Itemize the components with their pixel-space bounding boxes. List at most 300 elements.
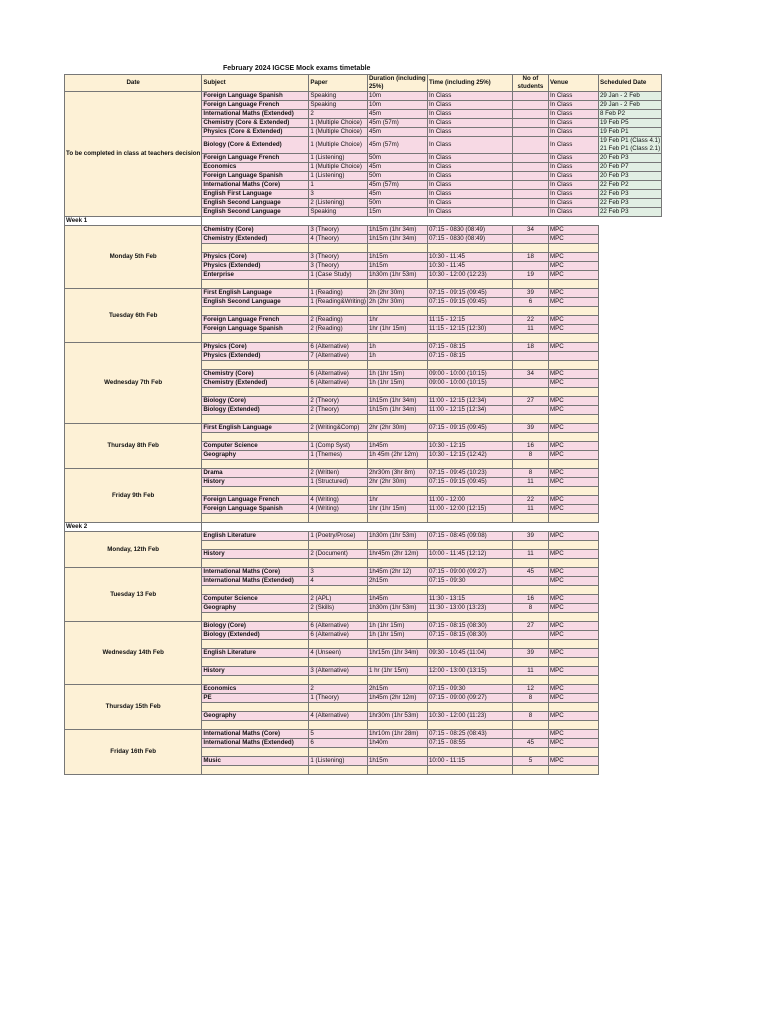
duration-cell: 1hr15m (1hr 34m) xyxy=(367,649,427,658)
paper-cell: 5 xyxy=(309,730,368,739)
blank-cell xyxy=(598,478,661,487)
paper-cell: 1 (Reading&Writing) xyxy=(310,298,366,305)
paper-cell: 6 xyxy=(309,739,368,748)
duration-cell: 1h40m xyxy=(367,739,427,748)
students-cell xyxy=(512,181,548,190)
blank-cell xyxy=(598,604,661,613)
time-cell: In Class xyxy=(427,137,512,154)
blank-cell xyxy=(202,523,309,532)
header-duration: Duration (including 25%) xyxy=(368,75,426,90)
time-cell: In Class xyxy=(427,154,512,163)
spacer-cell xyxy=(548,415,598,424)
header-scheduled: Scheduled Date xyxy=(598,75,661,92)
spacer-cell xyxy=(202,514,309,523)
duration-cell: 1h15m (1hr 34m) xyxy=(367,406,427,415)
time-cell: In Class xyxy=(427,190,512,199)
spacer-cell xyxy=(427,361,512,370)
time-cell: 07:15 - 09:15 (09:45) xyxy=(427,478,512,487)
venue-cell: MPC xyxy=(548,442,598,451)
subject-cell: Computer Science xyxy=(202,442,309,451)
subject-cell: Foreign Language French xyxy=(202,101,309,110)
paper-cell: 1 (Poetry/Prose) xyxy=(309,532,368,541)
spacer-cell xyxy=(548,676,598,685)
spacer-cell xyxy=(548,388,598,397)
table-row xyxy=(65,730,662,739)
subject-cell: Drama xyxy=(202,469,309,478)
blank-cell xyxy=(598,703,661,712)
venue-cell: In Class xyxy=(548,154,598,163)
time-cell: In Class xyxy=(427,208,512,217)
blank-cell xyxy=(598,298,661,307)
time-cell: In Class xyxy=(427,110,512,119)
blank-cell xyxy=(598,550,661,559)
blank-cell xyxy=(367,523,427,532)
spacer-cell xyxy=(427,613,512,622)
subject-cell: Physics (Core) xyxy=(202,253,309,262)
venue-cell: MPC xyxy=(548,667,598,676)
date-cell: Wednesday 7th Feb xyxy=(65,343,202,424)
date-cell: Tuesday 13 Feb xyxy=(65,568,202,622)
spacer-cell xyxy=(309,658,368,667)
venue-cell: MPC xyxy=(548,226,598,235)
spacer-cell xyxy=(202,766,309,775)
time-cell: 07:15 - 08:15 xyxy=(427,352,512,361)
duration-cell: 2h15m xyxy=(367,577,427,586)
time-cell: 10:30 - 11:45 xyxy=(427,253,512,262)
subject-cell: Geography xyxy=(202,604,309,613)
students-cell xyxy=(512,190,548,199)
blank-cell xyxy=(598,424,661,433)
table-row xyxy=(65,532,662,541)
blank-cell xyxy=(598,685,661,694)
spacer-cell xyxy=(202,703,309,712)
venue-cell: In Class xyxy=(548,199,598,208)
duration-cell: 45m (57m) xyxy=(367,119,427,128)
students-cell: 11 xyxy=(512,478,548,487)
blank-cell xyxy=(598,460,661,469)
spacer-cell xyxy=(427,748,512,757)
spacer-cell xyxy=(309,487,368,496)
students-cell: 11 xyxy=(512,505,548,514)
spacer-cell xyxy=(202,460,309,469)
duration-cell: 1h (1hr 15m) xyxy=(367,622,427,631)
spacer-cell xyxy=(548,244,598,253)
time-cell: In Class xyxy=(427,128,512,137)
venue-cell: In Class xyxy=(548,208,598,217)
time-cell: 07:15 - 09:45 (10:23) xyxy=(427,469,512,478)
venue-cell: MPC xyxy=(548,730,598,739)
date-cell: Friday 9th Feb xyxy=(65,469,202,523)
spacer-cell xyxy=(367,307,427,316)
spacer-cell xyxy=(367,703,427,712)
spacer-cell xyxy=(309,334,368,343)
students-cell xyxy=(512,128,548,137)
venue-cell: MPC xyxy=(548,739,598,748)
time-cell: 11:30 - 13:00 (13:23) xyxy=(427,604,512,613)
spacer-cell xyxy=(309,703,368,712)
students-cell: 6 xyxy=(512,298,548,307)
spacer-cell xyxy=(427,415,512,424)
time-cell: 10:00 - 11:15 xyxy=(427,757,512,766)
blank-cell xyxy=(598,361,661,370)
table-row xyxy=(65,622,662,631)
spacer-cell xyxy=(202,640,309,649)
subject-cell: Chemistry (Core & Extended) xyxy=(202,119,309,128)
spacer-cell xyxy=(427,433,512,442)
blank-cell xyxy=(598,640,661,649)
students-cell xyxy=(512,352,548,361)
spacer-cell xyxy=(548,766,598,775)
header-date: Date xyxy=(65,75,202,92)
subject-cell: English Second Language xyxy=(202,199,309,208)
week-row xyxy=(65,523,662,532)
subject-cell: Biology (Extended) xyxy=(202,406,309,415)
duration-cell: 1h30m (1hr 53m) xyxy=(367,271,427,280)
spacer-cell xyxy=(512,721,548,730)
date-cell: Wednesday 14th Feb xyxy=(65,622,202,685)
students-cell: 18 xyxy=(512,253,548,262)
spacer-cell xyxy=(202,658,309,667)
subject-cell: Biology (Extended) xyxy=(202,631,309,640)
students-cell xyxy=(512,199,548,208)
paper-cell: Speaking xyxy=(309,208,368,217)
spacer-cell xyxy=(548,640,598,649)
spacer-cell xyxy=(309,766,368,775)
spacer-cell xyxy=(512,541,548,550)
spacer-cell xyxy=(512,766,548,775)
scheduled-cell: 22 Feb P3 xyxy=(598,208,661,217)
students-cell: 22 xyxy=(512,316,548,325)
blank-cell xyxy=(598,541,661,550)
scheduled-cell: 29 Jan - 2 Feb xyxy=(598,101,661,110)
blank-cell xyxy=(512,523,548,532)
venue-cell xyxy=(548,352,598,361)
subject-cell: Foreign Language French xyxy=(202,154,309,163)
scheduled-cell: 29 Jan - 2 Feb xyxy=(598,92,661,101)
subject-cell: Geography xyxy=(202,712,309,721)
spacer-cell xyxy=(202,748,309,757)
time-cell: 10:30 - 12:00 (11:23) xyxy=(427,712,512,721)
header-paper: Paper xyxy=(309,75,368,92)
time-cell: In Class xyxy=(427,101,512,110)
subject-cell: Geography xyxy=(202,451,309,460)
table-row xyxy=(65,568,662,577)
spacer-cell xyxy=(512,514,548,523)
venue-cell: MPC xyxy=(548,712,598,721)
duration-cell: 2hr (2hr 30m) xyxy=(367,424,427,433)
time-cell: In Class xyxy=(427,119,512,128)
paper-cell: 2 (Reading) xyxy=(309,325,368,334)
subject-cell: PE xyxy=(202,694,309,703)
spacer-cell xyxy=(427,640,512,649)
date-cell: To be completed in class at teachers decision xyxy=(65,92,202,217)
spacer-cell xyxy=(512,658,548,667)
spacer-cell xyxy=(512,559,548,568)
blank-cell xyxy=(598,622,661,631)
scheduled-cell: 20 Feb P3 xyxy=(598,154,661,163)
subject-cell: First English Language xyxy=(202,289,309,298)
blank-cell xyxy=(598,379,661,388)
scheduled-cell: 19 Feb P1 (Class 4.1) 21 Feb P1 (Class 2.1) xyxy=(599,137,661,152)
time-cell: 07:15 - 08:45 (09:08) xyxy=(427,532,512,541)
spacer-cell xyxy=(367,586,427,595)
spacer-cell xyxy=(367,460,427,469)
subject-cell: Foreign Language French xyxy=(202,316,309,325)
duration-cell: 1hr45m (2hr 12m) xyxy=(367,550,427,559)
paper-cell: 1 (Multiple Choice) xyxy=(309,119,368,128)
venue-cell: MPC xyxy=(548,757,598,766)
spacer-cell xyxy=(427,460,512,469)
table-row xyxy=(65,289,662,298)
subject-cell: Foreign Language Spanish xyxy=(202,505,309,514)
duration-cell: 1h45m (2hr 12) xyxy=(367,568,427,577)
paper-cell: 3 (Theory) xyxy=(309,226,368,235)
blank-cell xyxy=(598,532,661,541)
blank-cell xyxy=(598,244,661,253)
spacer-cell xyxy=(512,640,548,649)
subject-cell: History xyxy=(202,550,309,559)
paper-cell: 3 (Alternative) xyxy=(309,667,368,676)
students-cell xyxy=(512,154,548,163)
blank-cell xyxy=(598,658,661,667)
spacer-cell xyxy=(512,307,548,316)
blank-cell xyxy=(598,694,661,703)
venue-cell: MPC xyxy=(548,568,598,577)
paper-cell: 4 xyxy=(309,577,368,586)
spacer-cell xyxy=(427,703,512,712)
venue-cell: MPC xyxy=(548,505,598,514)
venue-cell: MPC xyxy=(548,289,598,298)
venue-cell: In Class xyxy=(548,128,598,137)
students-cell: 27 xyxy=(512,622,548,631)
students-cell: 16 xyxy=(512,595,548,604)
blank-cell xyxy=(598,649,661,658)
students-cell xyxy=(512,631,548,640)
venue-cell: MPC xyxy=(548,451,598,460)
spacer-cell xyxy=(367,640,427,649)
time-cell: In Class xyxy=(427,163,512,172)
spacer-cell xyxy=(202,541,309,550)
spacer-cell xyxy=(427,676,512,685)
duration-cell: 45m xyxy=(367,163,427,172)
week-label: Week 1 xyxy=(65,217,202,226)
spacer-cell xyxy=(367,541,427,550)
students-cell: 22 xyxy=(512,496,548,505)
paper-cell: 2 (Written) xyxy=(309,469,368,478)
spacer-cell xyxy=(309,721,368,730)
subject-cell: Physics (Extended) xyxy=(202,352,309,361)
venue-cell: MPC xyxy=(548,253,598,262)
subject-cell: English Second Language xyxy=(202,298,309,307)
paper-cell: 6 (Alternative) xyxy=(309,379,368,388)
time-cell: 10:30 - 12:15 (12:42) xyxy=(427,451,512,460)
students-cell: 27 xyxy=(512,397,548,406)
duration-cell: 10m xyxy=(367,101,427,110)
paper-cell: 4 (Unseen) xyxy=(309,649,368,658)
paper-cell: 1 (Case Study) xyxy=(309,271,368,280)
spacer-cell xyxy=(367,721,427,730)
spacer-cell xyxy=(367,388,427,397)
duration-cell: 45m (57m) xyxy=(367,137,427,154)
venue-cell: MPC xyxy=(548,631,598,640)
spacer-cell xyxy=(548,703,598,712)
time-cell: 10:30 - 12:15 xyxy=(427,442,512,451)
venue-cell: MPC xyxy=(548,685,598,694)
time-cell: 07:15 - 08:15 (08:30) xyxy=(427,622,512,631)
date-cell: Thursday 15th Feb xyxy=(65,685,202,730)
blank-cell xyxy=(598,514,661,523)
time-cell: 10:30 - 11:45 xyxy=(427,262,512,271)
scheduled-cell: 20 Feb P7 xyxy=(598,163,661,172)
spacer-cell xyxy=(548,658,598,667)
students-cell xyxy=(512,730,548,739)
paper-cell: Speaking xyxy=(309,101,368,110)
time-cell: 07:15 - 0830 (08:49) xyxy=(427,235,512,244)
duration-cell: 45m (57m) xyxy=(367,181,427,190)
venue-cell: MPC xyxy=(548,235,598,244)
spacer-cell xyxy=(548,748,598,757)
date-cell: Tuesday 6th Feb xyxy=(65,289,202,343)
duration-cell: 1h15m (1hr 34m) xyxy=(367,226,427,235)
paper-cell: 6 (Alternative) xyxy=(309,370,368,379)
venue-cell: MPC xyxy=(548,271,598,280)
time-cell: 10:30 - 12:00 (12:23) xyxy=(427,271,512,280)
spacer-cell xyxy=(202,334,309,343)
subject-cell: Foreign Language Spanish xyxy=(202,172,309,181)
paper-cell: 3 xyxy=(309,190,368,199)
venue-cell: In Class xyxy=(548,190,598,199)
spacer-cell xyxy=(548,460,598,469)
venue-cell: MPC xyxy=(548,496,598,505)
spacer-cell xyxy=(309,280,368,289)
duration-cell: 2h15m xyxy=(367,685,427,694)
blank-cell xyxy=(598,496,661,505)
duration-cell: 1h (1hr 15m) xyxy=(367,379,427,388)
students-cell xyxy=(512,92,548,101)
duration-cell: 50m xyxy=(367,172,427,181)
time-cell: 07:15 - 09:00 (09:27) xyxy=(427,694,512,703)
blank-cell xyxy=(598,568,661,577)
venue-cell: MPC xyxy=(548,262,598,271)
spacer-cell xyxy=(427,307,512,316)
blank-cell xyxy=(598,613,661,622)
paper-cell: 3 xyxy=(309,568,368,577)
spacer-cell xyxy=(202,721,309,730)
duration-cell: 1h15m xyxy=(367,757,427,766)
venue-cell: MPC xyxy=(548,649,598,658)
spacer-cell xyxy=(309,388,368,397)
blank-cell xyxy=(598,667,661,676)
duration-cell: 1hr xyxy=(367,496,427,505)
duration-cell: 1h (1hr 15m) xyxy=(367,631,427,640)
students-cell: 8 xyxy=(512,604,548,613)
subject-cell: History xyxy=(202,667,309,676)
spacer-cell xyxy=(202,586,309,595)
blank-cell xyxy=(598,748,661,757)
spacer-cell xyxy=(367,613,427,622)
table-row xyxy=(65,469,662,478)
duration-cell: 1h30m (1hr 53m) xyxy=(367,532,427,541)
students-cell xyxy=(512,163,548,172)
scheduled-cell: 19 Feb P1 xyxy=(598,128,661,137)
students-cell: 11 xyxy=(512,667,548,676)
students-cell: 34 xyxy=(512,226,548,235)
subject-cell: Physics (Core & Extended) xyxy=(202,128,309,137)
duration-cell: 1hr (1hr 15m) xyxy=(367,505,427,514)
time-cell: In Class xyxy=(427,92,512,101)
spacer-cell xyxy=(309,676,368,685)
subject-cell: Foreign Language French xyxy=(202,496,309,505)
blank-cell xyxy=(598,469,661,478)
duration-cell: 1hr30m (1hr 53m) xyxy=(367,712,427,721)
students-cell: 18 xyxy=(512,343,548,352)
spacer-cell xyxy=(427,541,512,550)
spacer-cell xyxy=(548,514,598,523)
blank-cell xyxy=(598,730,661,739)
students-cell: 11 xyxy=(512,325,548,334)
spacer-cell xyxy=(202,559,309,568)
paper-cell: 2 xyxy=(309,685,368,694)
blank-cell xyxy=(598,451,661,460)
spacer-cell xyxy=(202,280,309,289)
students-cell xyxy=(512,110,548,119)
subject-cell: International Maths (Core) xyxy=(202,730,309,739)
spacer-cell xyxy=(309,433,368,442)
spacer-cell xyxy=(367,433,427,442)
paper-cell: 6 (Alternative) xyxy=(309,622,368,631)
spacer-cell xyxy=(202,415,309,424)
spacer-cell xyxy=(367,514,427,523)
paper-cell: 1 (Theory) xyxy=(309,694,368,703)
spacer-cell xyxy=(512,280,548,289)
students-cell: 39 xyxy=(512,532,548,541)
spacer-cell xyxy=(367,748,427,757)
paper-cell: 6 (Alternative) xyxy=(309,343,368,352)
subject-cell: Chemistry (Core) xyxy=(202,370,309,379)
subject-cell: History xyxy=(202,478,309,487)
time-cell: 07:15 - 0830 (08:49) xyxy=(427,226,512,235)
spacer-cell xyxy=(309,361,368,370)
spacer-cell xyxy=(309,307,368,316)
spacer-cell xyxy=(512,244,548,253)
spacer-cell xyxy=(548,586,598,595)
time-cell: 07:15 - 09:15 (09:45) xyxy=(427,424,512,433)
blank-cell xyxy=(598,595,661,604)
venue-cell: MPC xyxy=(548,550,598,559)
subject-cell: Biology (Core) xyxy=(202,622,309,631)
spacer-cell xyxy=(367,280,427,289)
subject-cell: Biology (Core) xyxy=(202,397,309,406)
venue-cell: MPC xyxy=(548,424,598,433)
blank-cell xyxy=(598,505,661,514)
blank-cell xyxy=(598,388,661,397)
table-row xyxy=(65,226,662,235)
header-row xyxy=(65,75,662,92)
duration-cell: 45m xyxy=(367,128,427,137)
paper-cell: 2 (Theory) xyxy=(309,397,368,406)
blank-cell xyxy=(309,523,368,532)
paper-cell: Speaking xyxy=(309,92,368,101)
blank-cell xyxy=(598,343,661,352)
subject-cell: First English Language xyxy=(202,424,309,433)
spacer-cell xyxy=(427,280,512,289)
blank-cell xyxy=(598,586,661,595)
venue-cell: MPC xyxy=(548,577,598,586)
venue-cell: MPC xyxy=(548,469,598,478)
time-cell: 09:00 - 10:00 (10:15) xyxy=(427,379,512,388)
time-cell: 11:15 - 12:15 (12:30) xyxy=(427,325,512,334)
duration-cell: 2h (2hr 30m) xyxy=(367,289,427,298)
